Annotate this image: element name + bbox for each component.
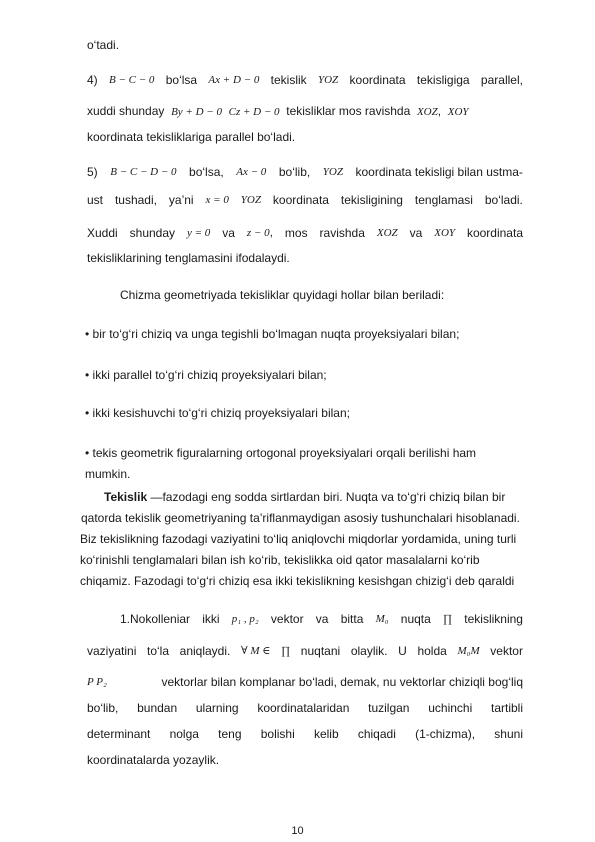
formula: p₁ , p₂ <box>231 613 259 625</box>
item-5-line-1 <box>87 165 523 179</box>
text-fragment: bo‘lib, <box>278 165 311 179</box>
text-fragment: U <box>398 644 407 658</box>
text-fragment: tushadi, <box>114 193 157 207</box>
text-fragment: ularning <box>195 701 239 715</box>
text-fragment: tuzilgan <box>368 701 410 715</box>
formula: z − 0 <box>246 227 270 239</box>
text-fragment: xuddi shunday <box>87 104 165 118</box>
para-1-line-1 <box>120 612 523 626</box>
text-fragment: bo‘ladi. <box>484 193 523 207</box>
text-fragment: vaziyatini <box>87 644 137 658</box>
text-fragment: ust <box>87 193 104 207</box>
text-fragment: vektorlar bilan komplanar bo‘ladi, demak, nu vektorlar chiziqli bog‘liq <box>161 675 523 689</box>
formula: ∀ M ∈ <box>241 645 271 657</box>
text-fragment: Xuddi <box>87 225 118 240</box>
text-line: koordinata tekisliklariga parallel bo‘ladi. <box>87 130 296 144</box>
para-1-line-4 <box>87 701 523 715</box>
text-fragment: teng <box>218 727 242 741</box>
text-fragment: to‘la <box>147 644 170 658</box>
bullet-item: mumkin. <box>85 467 131 481</box>
page-number: 10 <box>291 825 304 837</box>
text-fragment: koordinata <box>349 73 406 87</box>
text-fragment: vektor <box>270 612 304 626</box>
text-line: chiqamiz. Fazodagi to‘g‘ri chiziq esa ikki tekislikning kesishgan chizig‘i deb qaraldi <box>80 574 515 588</box>
text-fragment: bo‘lsa <box>165 73 198 87</box>
text-fragment: ikki <box>202 612 220 626</box>
text-line: qatorda tekislik geometriyaning ta’riflanmaydigan asosiy tushunchalari hisoblanadi. <box>81 511 520 525</box>
text-fragment: holda <box>417 644 447 658</box>
formula: XOY <box>434 226 455 239</box>
formula: XOZ <box>376 226 398 239</box>
text-fragment: koordinata <box>466 225 523 240</box>
text-line <box>104 490 505 504</box>
text-fragment: determinant <box>87 727 151 741</box>
formula: M₀ <box>375 613 389 625</box>
text-fragment: kelib <box>313 727 339 741</box>
text-fragment: parallel, <box>480 73 523 87</box>
text-fragment: , <box>437 104 442 118</box>
formula: ∏ <box>281 645 291 657</box>
text-line: o‘tadi. <box>87 38 120 52</box>
text-fragment: bo‘lib, <box>87 701 119 715</box>
bullet-item: • ikki kesishuvchi to‘g‘ri chiziq proyeksiyalari bilan; <box>85 406 350 420</box>
bullet-item: • ikki parallel to‘g‘ri chiziq proyeksiyalari bilan; <box>85 368 327 382</box>
formula: y = 0 <box>186 226 211 239</box>
text-fragment: uchinchi <box>428 701 473 715</box>
text-fragment: shunday <box>129 225 176 240</box>
text-fragment: tartibli <box>490 701 523 715</box>
text-fragment: mos <box>284 225 308 240</box>
text-line: Biz tekislikning fazodagi vaziyatini to‘liq aniqlovchi miqdorlar yordamida, uning turli <box>80 532 517 546</box>
formula: x = 0 <box>205 194 229 206</box>
text-fragment: tekisligining <box>340 193 403 207</box>
text-fragment: bolishi <box>260 727 295 741</box>
item-4-line-2 <box>87 104 469 119</box>
text-fragment: ravishda <box>319 225 365 240</box>
text-fragment: nolga <box>169 727 199 741</box>
para-1-line-5 <box>87 727 523 741</box>
formula: ∏ <box>443 613 453 625</box>
formula: XOZ <box>416 106 438 118</box>
text-line: koordinatalarda yozaylik. <box>87 753 220 767</box>
formula: YOZ <box>322 166 343 178</box>
text-fragment: koordinata tekisligi bilan ustma- <box>355 165 523 179</box>
text-fragment: tekislikning <box>464 612 523 626</box>
item-number: 5) <box>87 165 98 179</box>
item-4-line-1 <box>87 73 523 87</box>
formula: B − C − D − 0 <box>110 166 177 178</box>
formula: Ax − 0 <box>236 166 267 178</box>
text-fragment: bundan <box>137 701 178 715</box>
formula: YOZ <box>240 194 261 206</box>
text-fragment: ya’ni <box>168 193 194 207</box>
bold-term: Tekislik <box>104 490 148 504</box>
text-fragment: vektor <box>490 644 523 658</box>
text-fragment: 1.Nokolleniar <box>120 612 191 626</box>
text-fragment: nuqtani <box>300 644 341 658</box>
formula: B − C − 0 <box>109 74 155 86</box>
item-number: 4) <box>87 73 98 87</box>
text-fragment: koordinata <box>272 193 329 207</box>
text-fragment: tekislik <box>270 73 307 87</box>
item-5-line-3 <box>87 225 523 240</box>
formula: By + D − 0 <box>171 106 222 118</box>
text-fragment: tekisliklar mos ravishda <box>286 104 411 118</box>
bullet-item: • tekis geometrik figuralarning ortogonal proyeksiyalari orqali berilishi ham <box>85 446 477 460</box>
para-1-line-3 <box>87 675 523 689</box>
text-fragment: va <box>222 225 235 240</box>
text-line: Chizma geometriyada tekisliklar quyidagi hollar bilan beriladi: <box>120 288 445 302</box>
text-fragment: bitta <box>340 612 364 626</box>
text-fragment: , <box>269 225 273 239</box>
para-1-line-2 <box>87 644 523 658</box>
text-fragment: shuni <box>494 727 523 741</box>
text-line: tekisliklarining tenglamasini ifodalaydi. <box>87 251 290 265</box>
text-fragment: olaylik. <box>350 644 388 658</box>
formula: YOZ <box>318 74 339 86</box>
text-fragment: —fazodagi eng sodda sirtlardan biri. Nuqta va to‘g‘ri chiziq bilan bir <box>147 490 506 504</box>
text-fragment: aniqlaydi. <box>179 644 231 658</box>
text-fragment: chiqadi <box>357 727 396 741</box>
formula: Cz + D − 0 <box>228 106 280 118</box>
formula: XOY <box>447 106 469 118</box>
formula: Ax + D − 0 <box>208 74 260 86</box>
text-fragment: va <box>315 612 329 626</box>
text-fragment: nuqta <box>400 612 431 626</box>
text-fragment: va <box>409 225 423 240</box>
formula: M₀M <box>457 645 480 657</box>
text-fragment: tenglamasi <box>414 193 473 207</box>
text-fragment: koordinatalaridan <box>257 701 350 715</box>
formula: P P₂ <box>87 676 107 688</box>
text-fragment: tekisligiga <box>416 73 470 87</box>
text-fragment: bo‘lsa, <box>189 165 224 179</box>
bullet-item: • bir to‘g‘ri chiziq va unga tegishli bo‘lmagan nuqta proyeksiyalari bilan; <box>85 327 460 341</box>
text-fragment: (1-chizma), <box>415 727 476 741</box>
item-5-line-2 <box>87 193 523 207</box>
text-line: ko‘rinishli tenglamalari bilan ish ko‘rib, tekislikka oid qator masalalarni ko‘rib <box>80 553 480 567</box>
